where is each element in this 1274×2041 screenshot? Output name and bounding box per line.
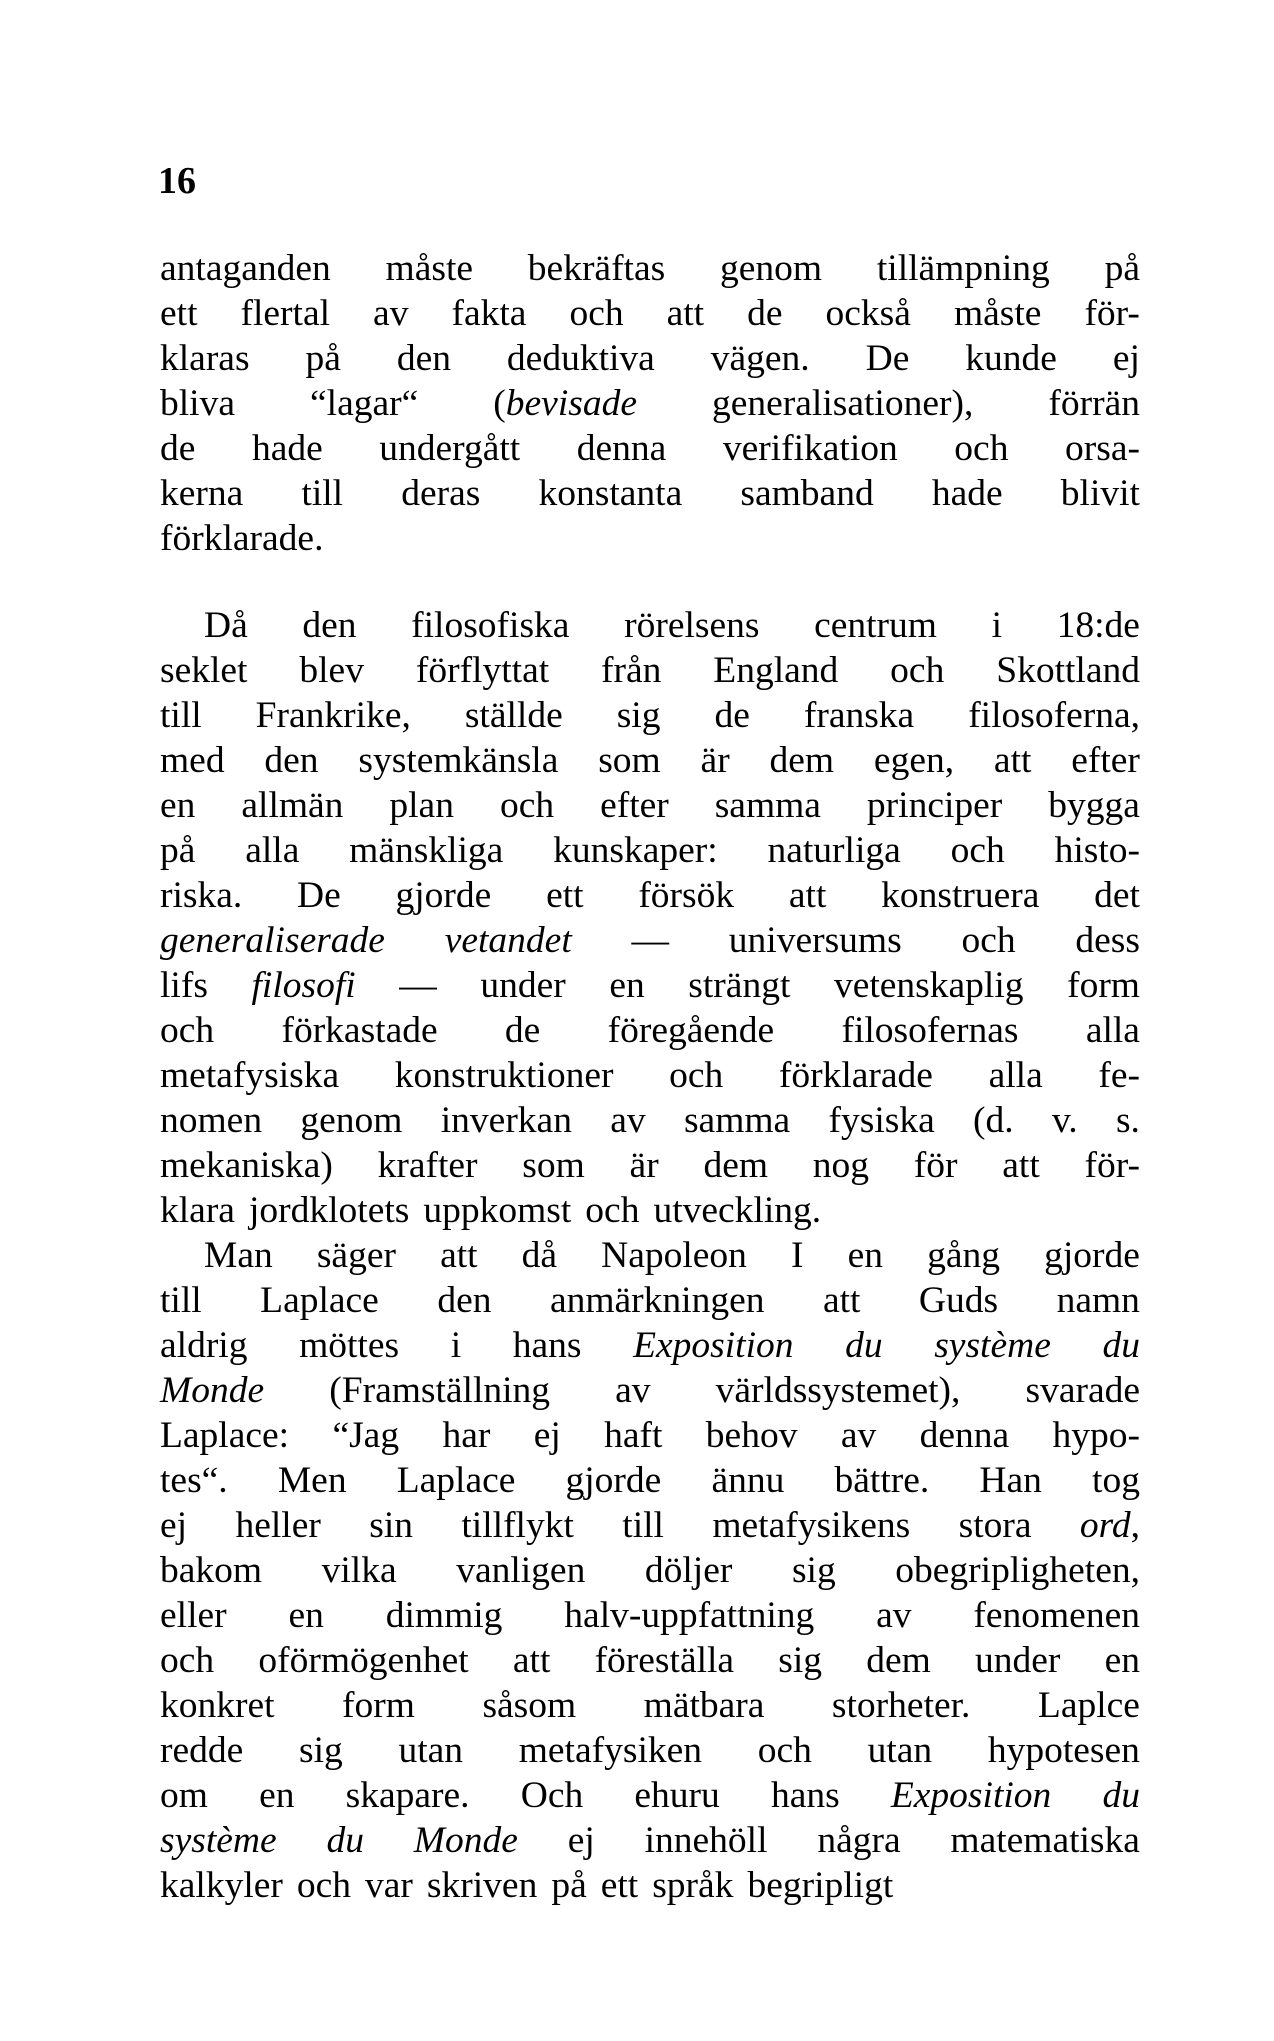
- text-line: Då den filosofiska rörelsens centrum i 18:de: [204, 605, 1140, 646]
- text-line: en allmän plan och efter samma principer bygga: [160, 785, 1140, 826]
- text-line: till Frankrike, ställde sig de franska filosoferna,: [160, 695, 1140, 736]
- paragraph: [160, 603, 1140, 1233]
- text-line: riska. De gjorde ett försök att konstruera det: [160, 875, 1140, 916]
- text-line: och förkastade de föregående filosofernas alla: [160, 1010, 1140, 1051]
- text-line: tes“. Men Laplace gjorde ännu bättre. Han tog: [160, 1460, 1140, 1501]
- text-line: kalkyler och var skriven på ett språk begripligt: [160, 1865, 894, 1906]
- text-line: om en skapare. Och ehuru hans Exposition du: [160, 1775, 1140, 1816]
- text-line: på alla mänskliga kunskaper: naturliga och histo-: [160, 830, 1140, 871]
- text-line: metafysiska konstruktioner och förklarade alla fe-: [160, 1055, 1140, 1096]
- text-line: ej heller sin tillflykt till metafysikens stora ord,: [160, 1505, 1140, 1546]
- text-line: eller en dimmig halv-uppfattning av fenomenen: [160, 1595, 1140, 1636]
- text-line: de hade undergått denna verifikation och orsa-: [160, 428, 1140, 469]
- page-number: 16: [158, 160, 196, 202]
- text-line: seklet blev förflyttat från England och Skottland: [160, 650, 1140, 691]
- text-line: mekaniska) krafter som är dem nog för att för-: [160, 1145, 1140, 1186]
- text-line: förklarade.: [160, 518, 324, 559]
- text-line: kerna till deras konstanta samband hade blivit: [160, 473, 1140, 514]
- text-line: bakom vilka vanligen döljer sig obegripligheten,: [160, 1550, 1140, 1591]
- text-line: klara jordklotets uppkomst och utveckling.: [160, 1190, 822, 1231]
- paragraph-block-1: [160, 246, 1140, 561]
- text-line: konkret form såsom mätbara storheter. Laplce: [160, 1685, 1140, 1726]
- text-line: système du Monde ej innehöll några matematiska: [160, 1820, 1140, 1861]
- paragraph: [160, 246, 1140, 561]
- text-line: redde sig utan metafysiken och utan hypotesen: [160, 1730, 1140, 1771]
- text-line: lifs filosofi — under en strängt vetenskaplig form: [160, 965, 1140, 1006]
- text-line: med den systemkänsla som är dem egen, att efter: [160, 740, 1140, 781]
- text-line: och oförmögenhet att föreställa sig dem under en: [160, 1640, 1140, 1681]
- text-line: till Laplace den anmärkningen att Guds namn: [160, 1280, 1140, 1321]
- text-line: Man säger att då Napoleon I en gång gjorde: [204, 1235, 1140, 1276]
- text-line: ett flertal av fakta och att de också måste för-: [160, 293, 1140, 334]
- text-line: generaliserade vetandet — universums och dess: [160, 920, 1140, 961]
- text-line: antaganden måste bekräftas genom tillämpning på: [160, 248, 1140, 289]
- text-line: nomen genom inverkan av samma fysiska (d. v. s.: [160, 1100, 1140, 1141]
- text-line: aldrig möttes i hans Exposition du système du: [160, 1325, 1140, 1366]
- text-line: Monde (Framställning av världssystemet), svarade: [160, 1370, 1140, 1411]
- paragraph: [160, 1233, 1140, 1908]
- text-line: bliva “lagar“ (bevisade generalisationer), förrän: [160, 383, 1140, 424]
- paragraph-block-2: [160, 603, 1140, 1908]
- text-line: Laplace: “Jag har ej haft behov av denna hypo-: [160, 1415, 1140, 1456]
- text-line: klaras på den deduktiva vägen. De kunde ej: [160, 338, 1140, 379]
